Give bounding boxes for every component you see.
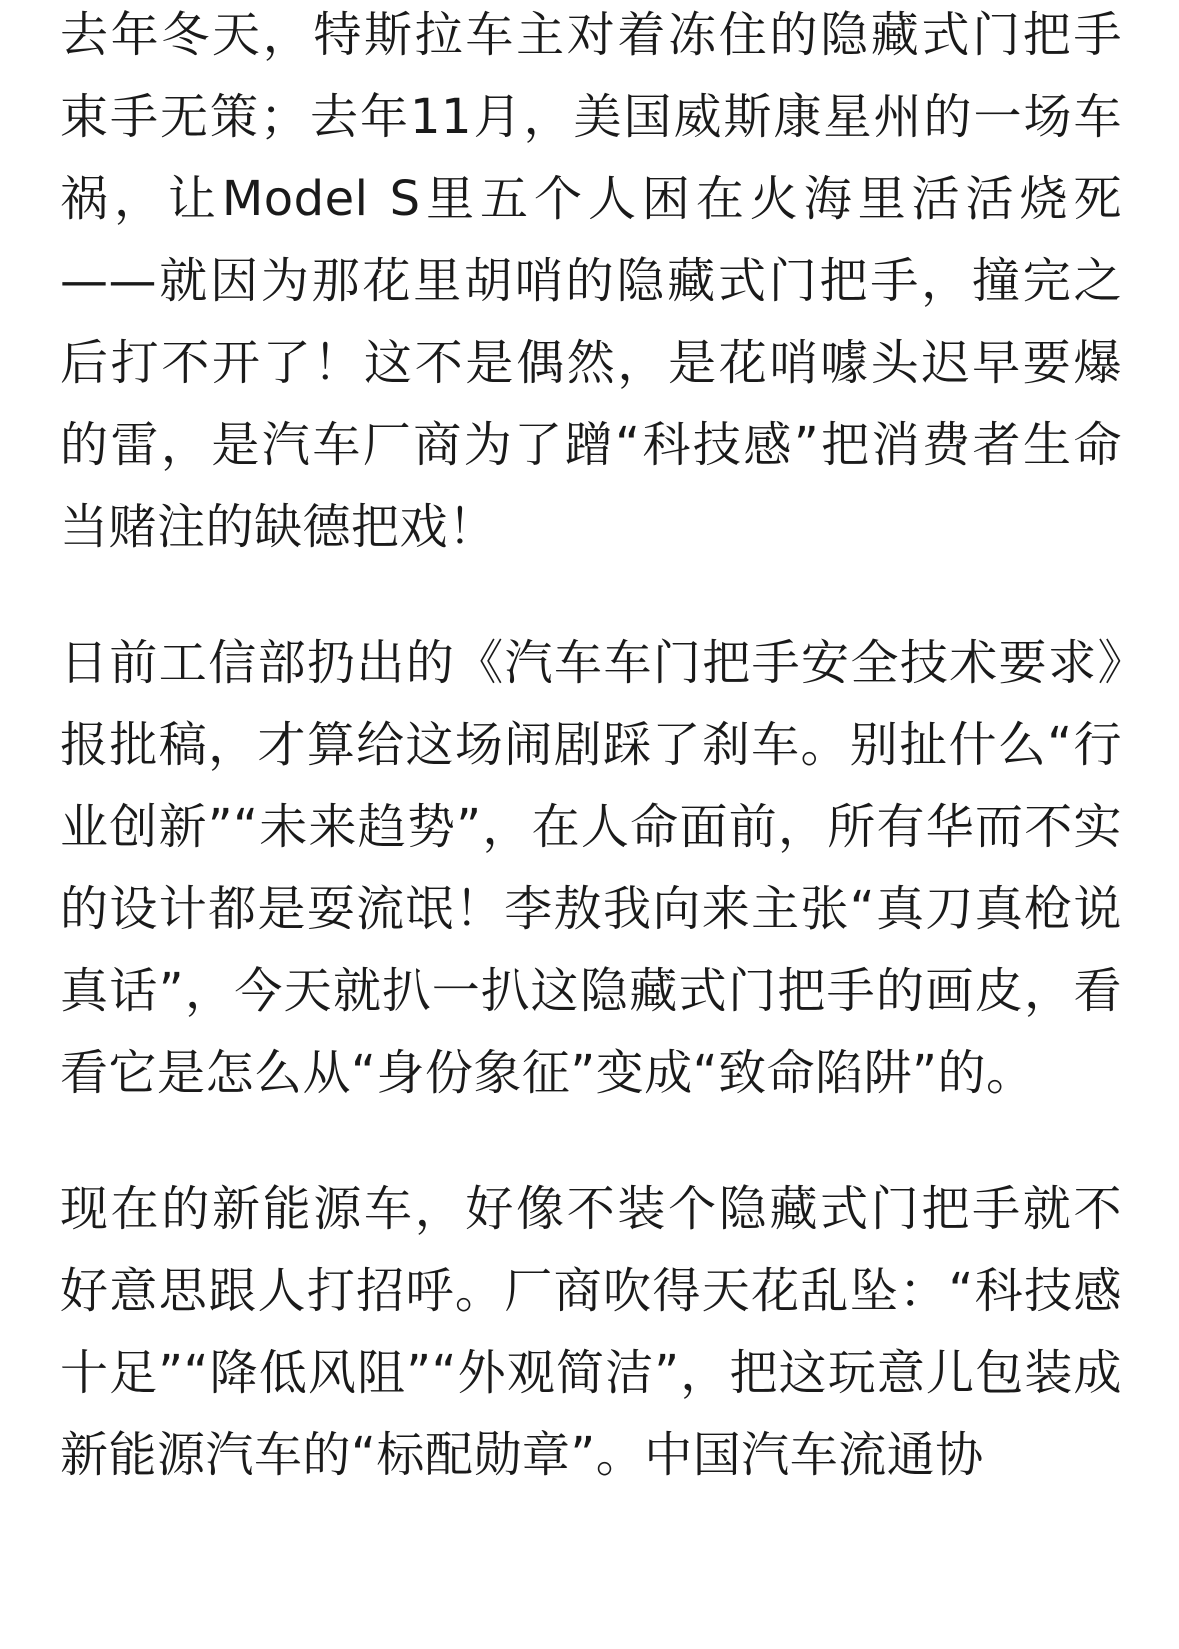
article-body	[60, 0, 1122, 1550]
paragraph-1: 去年冬天，特斯拉车主对着冻住的隐藏式门把手束手无策；去年11月，美国威斯康星州的一场车祸，让Model S里五个人困在火海里活活烧死——就因为那花里胡哨的隐藏式门把手，撞完之后打不开了！这不是偶然，是花哨噱头迟早要爆的雷，是汽车厂商为了蹭“科技感”把消费者生命当赌注的缺德把戏！	[60, 7, 1122, 555]
paragraph-2: 日前工信部扔出的《汽车车门把手安全技术要求》报批稿，才算给这场闹剧踩了刹车。别扯什么“行业创新”“未来趋势”，在人命面前，所有华而不实的设计都是耍流氓！李敖我向来主张“真刀真枪说真话”，今天就扒一扒这隐藏式门把手的画皮，看看它是怎么从“身份象征”变成“致命陷阱”的。	[60, 635, 1122, 1101]
paragraph-3: 现在的新能源车，好像不装个隐藏式门把手就不好意思跟人打招呼。厂商吹得天花乱坠：“科技感十足”“降低风阻”“外观简洁”，把这玩意儿包装成新能源汽车的“标配勋章”。中国汽车流通协	[60, 1181, 1122, 1483]
